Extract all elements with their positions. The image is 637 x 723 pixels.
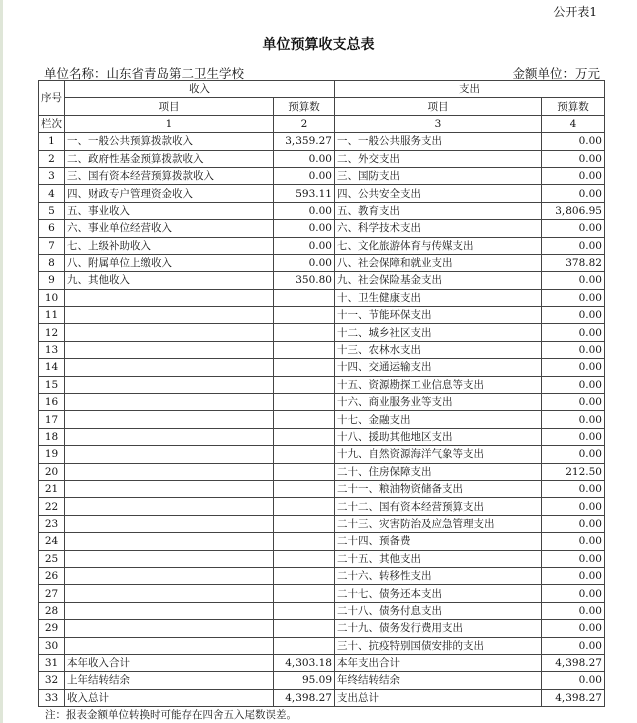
table-row <box>39 150 605 167</box>
row-number: 7 <box>39 237 65 254</box>
income-amount: 0.00 <box>274 237 335 254</box>
table-row <box>39 220 605 237</box>
expense-item: 六、科学技术支出 <box>335 220 542 237</box>
expense-item: 五、教育支出 <box>335 202 542 219</box>
row-number: 25 <box>39 550 65 567</box>
page-title: 单位预算收支总表 <box>262 37 375 53</box>
income-amount: 0.00 <box>274 254 335 271</box>
income-amount: 3,359.27 <box>274 133 335 150</box>
income-item: 二、政府性基金预算拨款收入 <box>65 150 274 167</box>
expense-amount: 0.00 <box>542 498 605 515</box>
income-amount <box>274 533 335 550</box>
expense-item: 二十、住房保障支出 <box>335 463 542 480</box>
header-income-item: 项目 <box>65 98 274 115</box>
expense-item: 十五、资源勘探工业信息等支出 <box>335 376 542 393</box>
expense-item: 十一、节能环保支出 <box>335 307 542 324</box>
expense-amount: 0.00 <box>542 359 605 376</box>
income-amount: 0.00 <box>274 220 335 237</box>
expense-amount: 0.00 <box>542 376 605 393</box>
expense-amount: 0.00 <box>542 133 605 150</box>
row-number: 28 <box>39 602 65 619</box>
expense-amount: 378.82 <box>542 254 605 271</box>
income-item <box>65 341 274 358</box>
form-number: 公开表1 <box>553 5 597 19</box>
income-item <box>65 620 274 637</box>
expense-item: 十三、农林水支出 <box>335 341 542 358</box>
table-row <box>39 585 605 602</box>
row-number: 10 <box>39 289 65 306</box>
table-row <box>39 411 605 428</box>
row-number: 27 <box>39 585 65 602</box>
header-expense-item: 项目 <box>335 98 542 115</box>
expense-item: 十二、城乡社区支出 <box>335 324 542 341</box>
income-item <box>65 637 274 654</box>
expense-amount: 0.00 <box>542 272 605 289</box>
income-item <box>65 550 274 567</box>
row-number: 31 <box>39 654 65 671</box>
expense-item: 十、卫生健康支出 <box>335 289 542 306</box>
expense-amount: 0.00 <box>542 289 605 306</box>
row-number: 19 <box>39 446 65 463</box>
expense-amount: 0.00 <box>542 185 605 202</box>
table-row <box>39 167 605 184</box>
table-row <box>39 428 605 445</box>
expense-item: 十七、金融支出 <box>335 411 542 428</box>
table-row <box>39 654 605 671</box>
income-item: 上年结转结余 <box>65 672 274 689</box>
table-row <box>39 498 605 515</box>
income-item <box>65 411 274 428</box>
expense-amount: 0.00 <box>542 480 605 497</box>
income-amount <box>274 394 335 411</box>
expense-amount: 0.00 <box>542 637 605 654</box>
expense-item: 二十四、预备费 <box>335 533 542 550</box>
income-amount <box>274 324 335 341</box>
income-item <box>65 428 274 445</box>
row-number: 9 <box>39 272 65 289</box>
expense-item: 十六、商业服务业等支出 <box>335 394 542 411</box>
expense-amount: 0.00 <box>542 446 605 463</box>
income-amount: 4,303.18 <box>274 654 335 671</box>
expense-item: 二十二、国有资本经营预算支出 <box>335 498 542 515</box>
income-amount <box>274 585 335 602</box>
table-row <box>39 620 605 637</box>
table-row <box>39 567 605 584</box>
income-item: 七、上级补助收入 <box>65 237 274 254</box>
row-number: 26 <box>39 567 65 584</box>
table-row <box>39 133 605 150</box>
expense-amount: 0.00 <box>542 411 605 428</box>
income-item: 四、财政专户管理资金收入 <box>65 185 274 202</box>
expense-item: 七、文化旅游体育与传媒支出 <box>335 237 542 254</box>
income-amount <box>274 446 335 463</box>
expense-item: 年终结转结余 <box>335 672 542 689</box>
col-4: 4 <box>542 115 605 132</box>
expense-amount: 0.00 <box>542 428 605 445</box>
expense-amount: 0.00 <box>542 567 605 584</box>
income-amount <box>274 515 335 532</box>
income-amount <box>274 567 335 584</box>
expense-amount: 0.00 <box>542 602 605 619</box>
header-income: 收入 <box>65 81 335 98</box>
row-number: 13 <box>39 341 65 358</box>
expense-item: 十九、自然资源海洋气象等支出 <box>335 446 542 463</box>
table-row <box>39 307 605 324</box>
header-income-amount: 预算数 <box>274 98 335 115</box>
table-row <box>39 254 605 271</box>
row-number: 24 <box>39 533 65 550</box>
row-number: 30 <box>39 637 65 654</box>
row-number: 8 <box>39 254 65 271</box>
income-amount: 0.00 <box>274 167 335 184</box>
footnote: 注：报表金额单位转换时可能存在四舍五入尾数误差。 <box>45 709 297 721</box>
income-amount <box>274 620 335 637</box>
row-number: 20 <box>39 463 65 480</box>
expense-amount: 0.00 <box>542 620 605 637</box>
row-number: 33 <box>39 689 65 706</box>
income-item <box>65 324 274 341</box>
expense-item: 四、公共安全支出 <box>335 185 542 202</box>
table-row <box>39 515 605 532</box>
expense-item: 二、外交支出 <box>335 150 542 167</box>
income-item: 本年收入合计 <box>65 654 274 671</box>
expense-item: 十四、交通运输支出 <box>335 359 542 376</box>
expense-item: 二十七、债务还本支出 <box>335 585 542 602</box>
table-row <box>39 463 605 480</box>
col-row-label: 栏次 <box>39 115 65 132</box>
expense-amount: 4,398.27 <box>542 689 605 706</box>
income-amount <box>274 341 335 358</box>
table-row <box>39 359 605 376</box>
expense-item: 二十九、债务发行费用支出 <box>335 620 542 637</box>
income-item <box>65 602 274 619</box>
expense-amount: 0.00 <box>542 237 605 254</box>
header-expense-amount: 预算数 <box>542 98 605 115</box>
income-item <box>65 480 274 497</box>
table-row <box>39 480 605 497</box>
income-item: 九、其他收入 <box>65 272 274 289</box>
row-number: 5 <box>39 202 65 219</box>
table-row <box>39 637 605 654</box>
expense-amount: 0.00 <box>542 341 605 358</box>
table-row <box>39 394 605 411</box>
table-row <box>39 341 605 358</box>
row-number: 32 <box>39 672 65 689</box>
income-amount: 4,398.27 <box>274 689 335 706</box>
income-amount <box>274 550 335 567</box>
col-1: 1 <box>65 115 274 132</box>
table-row <box>39 672 605 689</box>
row-number: 11 <box>39 307 65 324</box>
income-item <box>65 585 274 602</box>
row-number: 18 <box>39 428 65 445</box>
table-row <box>39 289 605 306</box>
expense-item: 二十八、债务付息支出 <box>335 602 542 619</box>
col-3: 3 <box>335 115 542 132</box>
income-amount <box>274 289 335 306</box>
income-item: 五、事业收入 <box>65 202 274 219</box>
header-seq: 序号 <box>39 81 65 116</box>
col-2: 2 <box>274 115 335 132</box>
header-expense: 支出 <box>335 81 605 98</box>
table-row <box>39 237 605 254</box>
table-row <box>39 202 605 219</box>
row-number: 16 <box>39 394 65 411</box>
income-item <box>65 307 274 324</box>
expense-amount: 0.00 <box>542 220 605 237</box>
income-item: 三、国有资本经营预算拨款收入 <box>65 167 274 184</box>
income-item <box>65 567 274 584</box>
expense-amount: 0.00 <box>542 150 605 167</box>
expense-amount: 0.00 <box>542 550 605 567</box>
expense-amount: 0.00 <box>542 672 605 689</box>
expense-amount: 0.00 <box>542 585 605 602</box>
table-row <box>39 272 605 289</box>
table-row <box>39 376 605 393</box>
table-row <box>39 533 605 550</box>
expense-amount: 0.00 <box>542 307 605 324</box>
income-item <box>65 376 274 393</box>
income-item <box>65 533 274 550</box>
row-number: 29 <box>39 620 65 637</box>
income-amount <box>274 428 335 445</box>
income-item: 一、一般公共预算拨款收入 <box>65 133 274 150</box>
income-amount <box>274 307 335 324</box>
income-amount: 350.80 <box>274 272 335 289</box>
row-number: 21 <box>39 480 65 497</box>
expense-item: 三、国防支出 <box>335 167 542 184</box>
income-amount: 0.00 <box>274 150 335 167</box>
expense-item: 支出总计 <box>335 689 542 706</box>
expense-item: 三十、抗疫特别国债安排的支出 <box>335 637 542 654</box>
income-item <box>65 359 274 376</box>
row-number: 3 <box>39 167 65 184</box>
table-row <box>39 446 605 463</box>
income-amount: 95.09 <box>274 672 335 689</box>
income-item: 六、事业单位经营收入 <box>65 220 274 237</box>
income-amount <box>274 637 335 654</box>
page-edge <box>0 0 3 723</box>
income-amount <box>274 602 335 619</box>
row-number: 22 <box>39 498 65 515</box>
income-amount <box>274 376 335 393</box>
income-amount <box>274 411 335 428</box>
expense-item: 一、一般公共服务支出 <box>335 133 542 150</box>
income-amount <box>274 463 335 480</box>
row-number: 17 <box>39 411 65 428</box>
income-item: 收入总计 <box>65 689 274 706</box>
row-number: 12 <box>39 324 65 341</box>
expense-amount: 0.00 <box>542 394 605 411</box>
income-item <box>65 515 274 532</box>
income-item <box>65 394 274 411</box>
money-unit: 金额单位：万元 <box>512 66 600 81</box>
expense-item: 九、社会保险基金支出 <box>335 272 542 289</box>
row-number: 14 <box>39 359 65 376</box>
income-item <box>65 463 274 480</box>
expense-item: 八、社会保障和就业支出 <box>335 254 542 271</box>
income-amount: 0.00 <box>274 202 335 219</box>
expense-amount: 3,806.95 <box>542 202 605 219</box>
income-item: 八、附属单位上缴收入 <box>65 254 274 271</box>
table-row <box>39 689 605 706</box>
expense-amount: 4,398.27 <box>542 654 605 671</box>
unit-name: 单位名称：山东省青岛第二卫生学校 <box>44 66 245 81</box>
income-amount <box>274 498 335 515</box>
row-number: 4 <box>39 185 65 202</box>
income-item <box>65 446 274 463</box>
row-number: 2 <box>39 150 65 167</box>
budget-table <box>38 80 605 707</box>
table-row <box>39 550 605 567</box>
table-row <box>39 185 605 202</box>
row-number: 1 <box>39 133 65 150</box>
expense-item: 二十五、其他支出 <box>335 550 542 567</box>
income-amount: 593.11 <box>274 185 335 202</box>
income-item <box>65 498 274 515</box>
table-row <box>39 602 605 619</box>
expense-item: 二十三、灾害防治及应急管理支出 <box>335 515 542 532</box>
expense-amount: 0.00 <box>542 167 605 184</box>
income-item <box>65 289 274 306</box>
expense-amount: 0.00 <box>542 324 605 341</box>
expense-item: 本年支出合计 <box>335 654 542 671</box>
row-number: 23 <box>39 515 65 532</box>
expense-item: 二十一、粮油物资储备支出 <box>335 480 542 497</box>
expense-item: 二十六、转移性支出 <box>335 567 542 584</box>
row-number: 15 <box>39 376 65 393</box>
income-amount <box>274 359 335 376</box>
table-row <box>39 324 605 341</box>
income-amount <box>274 480 335 497</box>
expense-item: 十八、援助其他地区支出 <box>335 428 542 445</box>
expense-amount: 0.00 <box>542 515 605 532</box>
expense-amount: 0.00 <box>542 533 605 550</box>
expense-amount: 212.50 <box>542 463 605 480</box>
row-number: 6 <box>39 220 65 237</box>
